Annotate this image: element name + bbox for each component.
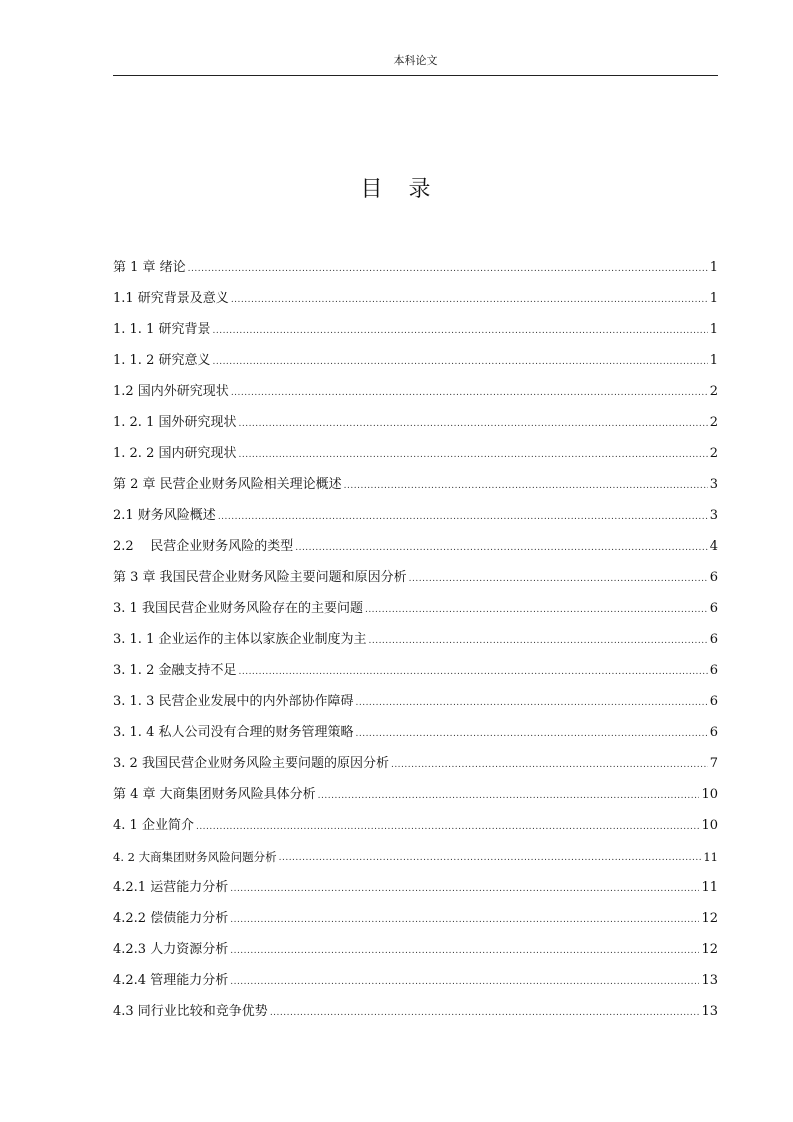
dot-leader: [196, 820, 700, 834]
dot-leader: [344, 479, 708, 493]
toc-entry-page: 4: [709, 539, 718, 554]
dot-leader: [231, 293, 708, 307]
toc-entry-label: 3. 2 我国民营企业财务风险主要问题的原因分析: [113, 756, 389, 771]
toc-entry[interactable]: [113, 245, 718, 276]
toc-entry-page: 6: [709, 632, 718, 647]
dot-leader: [230, 975, 699, 989]
toc-entry-label: 3. 1. 1 企业运作的主体以家族企业制度为主: [113, 632, 367, 647]
toc-entry-label: 4. 2 大商集团财务风险问题分析: [113, 850, 277, 864]
dot-leader: [230, 913, 699, 927]
toc-entry-page: 13: [701, 973, 718, 988]
toc-entry[interactable]: [113, 493, 718, 524]
toc-entry[interactable]: [113, 369, 718, 400]
dot-leader: [355, 696, 707, 710]
dot-leader: [212, 355, 707, 369]
toc-entry-page: 3: [709, 477, 718, 492]
toc-entry-label: 1. 1. 2 研究意义: [113, 353, 211, 368]
toc-entry-label: 3. 1. 4 私人公司没有合理的财务管理策略: [113, 725, 354, 740]
toc-entry[interactable]: [113, 648, 718, 679]
dot-leader: [212, 324, 707, 338]
toc-entry[interactable]: [113, 927, 718, 958]
toc-entry-label: 4.2.3 人力资源分析: [113, 942, 229, 957]
toc-entry[interactable]: [113, 617, 718, 648]
toc-entry-label: 第 1 章 绪论: [113, 260, 186, 275]
toc-entry-label: 1.1 研究背景及意义: [113, 291, 229, 306]
dot-leader: [188, 262, 708, 276]
dot-leader: [365, 603, 708, 617]
toc-entry-page: 13: [701, 1004, 718, 1019]
dot-leader: [230, 882, 699, 896]
toc-entry[interactable]: [113, 338, 718, 369]
toc-entry-page: 2: [709, 384, 718, 399]
dot-leader: [368, 634, 707, 648]
running-header-text: 本科论文: [393, 54, 438, 67]
toc-entry-page: 6: [709, 694, 718, 709]
toc-entry-label: 1.2 国内外研究现状: [113, 384, 229, 399]
toc-entry-page: 1: [709, 322, 718, 337]
toc-entry-label: 第 2 章 民营企业财务风险相关理论概述: [113, 477, 342, 492]
toc-entry-page: 11: [701, 880, 718, 895]
toc-entry[interactable]: [113, 462, 718, 493]
dot-leader: [231, 386, 708, 400]
toc-entry[interactable]: [113, 865, 718, 896]
toc-entry-page: 2: [709, 415, 718, 430]
toc-entry-label: 4. 1 企业简介: [113, 818, 194, 833]
toc-entry-page: 6: [709, 601, 718, 616]
toc-entry-label: 第 3 章 我国民营企业财务风险主要问题和原因分析: [113, 570, 407, 585]
toc-entry-page: 7: [709, 756, 718, 771]
toc-entry-label: 1. 2. 1 国外研究现状: [113, 415, 237, 430]
toc-entry-page: 6: [709, 725, 718, 740]
toc-entry[interactable]: [113, 803, 718, 834]
toc-entry[interactable]: [113, 834, 718, 865]
dot-leader: [279, 851, 702, 865]
dot-leader: [218, 510, 708, 524]
toc-entry[interactable]: [113, 431, 718, 462]
toc-entry-page: 3: [709, 508, 718, 523]
dot-leader: [238, 448, 707, 462]
toc-entry-label: 4.2.2 偿债能力分析: [113, 911, 229, 926]
toc-entry[interactable]: [113, 679, 718, 710]
toc-entry-label: 2.1 财务风险概述: [113, 508, 216, 523]
toc-entry[interactable]: [113, 710, 718, 741]
toc-entry[interactable]: [113, 989, 718, 1020]
toc-entry-page: 2: [709, 446, 718, 461]
dot-leader: [391, 758, 708, 772]
toc-entry-page: 1: [709, 291, 718, 306]
toc-entry-page: 11: [703, 850, 718, 864]
toc-entry-label: 1. 2. 2 国内研究现状: [113, 446, 237, 461]
dot-leader: [270, 1006, 700, 1020]
toc-entry[interactable]: [113, 896, 718, 927]
toc-entry[interactable]: [113, 772, 718, 803]
dot-leader: [355, 727, 707, 741]
dot-leader: [230, 944, 699, 958]
toc-entry-page: 6: [709, 570, 718, 585]
dot-leader: [295, 541, 708, 555]
dot-leader: [238, 417, 707, 431]
toc-entry[interactable]: [113, 524, 718, 555]
toc-entry-label: 2.2 民营企业财务风险的类型: [113, 539, 294, 554]
toc-entry[interactable]: [113, 276, 718, 307]
toc-entry-label: 4.3 同行业比较和竞争优势: [113, 1004, 268, 1019]
toc-entry-label: 1. 1. 1 研究背景: [113, 322, 211, 337]
running-header: [113, 53, 718, 76]
dot-leader: [318, 789, 700, 803]
toc-entry[interactable]: [113, 555, 718, 586]
toc-entry[interactable]: [113, 741, 718, 772]
toc-entry-label: 3. 1 我国民营企业财务风险存在的主要问题: [113, 601, 363, 616]
page-title: 目 录: [360, 177, 433, 202]
toc-entry[interactable]: [113, 400, 718, 431]
toc-entry-label: 4.2.4 管理能力分析: [113, 973, 229, 988]
toc-entry-label: 4.2.1 运营能力分析: [113, 880, 229, 895]
toc-entry-page: 1: [709, 353, 718, 368]
toc-entry-page: 10: [701, 818, 718, 833]
dot-leader: [238, 665, 707, 679]
toc-entry-page: 1: [709, 260, 718, 275]
toc-entry-page: 6: [709, 663, 718, 678]
toc-entry-label: 第 4 章 大商集团财务风险具体分析: [113, 787, 316, 802]
toc-entry-label: 3. 1. 3 民营企业发展中的内外部协作障碍: [113, 694, 354, 709]
toc-entry-page: 10: [701, 787, 718, 802]
toc-entry-label: 3. 1. 2 金融支持不足: [113, 663, 237, 678]
toc-entry-page: 12: [701, 942, 718, 957]
toc-entry[interactable]: [113, 586, 718, 617]
table-of-contents: [113, 245, 718, 1020]
toc-entry[interactable]: [113, 307, 718, 338]
toc-entry-page: 12: [701, 911, 718, 926]
toc-entry[interactable]: [113, 958, 718, 989]
dot-leader: [409, 572, 708, 586]
